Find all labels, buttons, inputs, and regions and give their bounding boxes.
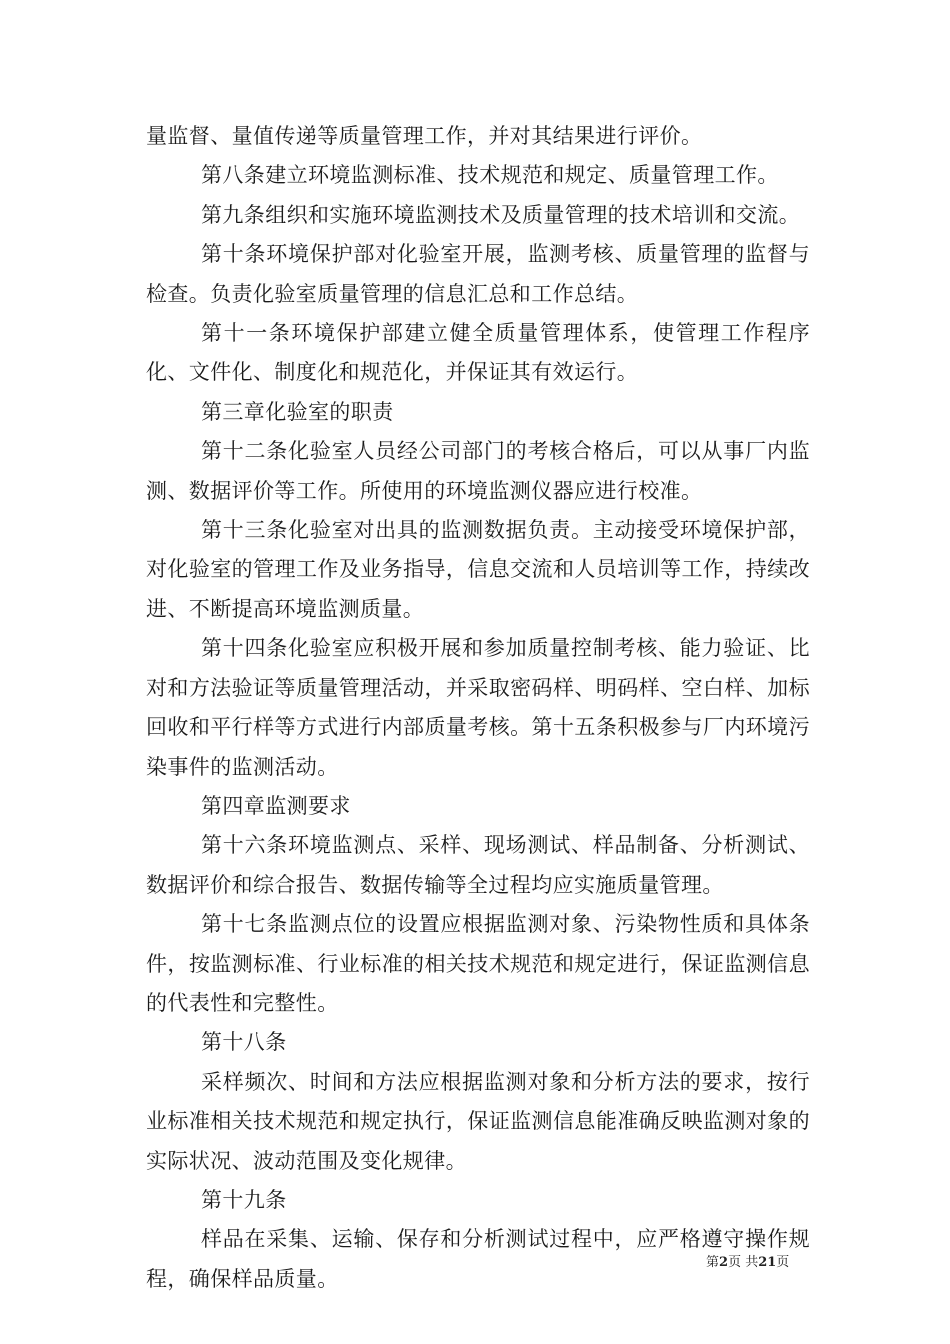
- paragraph: 量监督、量值传递等质量管理工作，并对其结果进行评价。: [146, 124, 703, 148]
- article-heading: 第十九条: [201, 1187, 287, 1212]
- current-page-number: 2: [719, 1255, 729, 1270]
- paragraph: 第九条组织和实施环境监测技术及质量管理的技术培训和交流。: [201, 202, 801, 227]
- page-footer: [706, 1251, 789, 1270]
- total-pages-number: 21: [758, 1255, 777, 1270]
- document-body: [146, 117, 810, 1299]
- chapter-heading: 第三章化验室的职责: [201, 399, 394, 424]
- paragraph: 样品在采集、运输、保存和分析测试过程中，应严格遵守操作规程，确保样品质量。: [146, 1227, 810, 1291]
- paragraph: 第十二条化验室人员经公司部门的考核合格后，可以从事厂内监测、数据评价等工作。所使用的环境监测仪器应进行校准。: [146, 439, 810, 503]
- paragraph: 第十一条环境保护部建立健全质量管理体系，使管理工作程序化、文件化、制度化和规范化，并保证其有效运行。: [146, 321, 810, 385]
- paragraph: 第十七条监测点位的设置应根据监测对象、污染物性质和具体条件，按监测标准、行业标准的相关技术规范和规定进行，保证监测信息的代表性和完整性。: [146, 912, 810, 1015]
- footer-suffix: 页: [776, 1255, 790, 1270]
- paragraph: 采样频次、时间和方法应根据监测对象和分析方法的要求，按行业标准相关技术规范和规定执行，保证监测信息能准确反映监测对象的实际状况、波动范围及变化规律。: [146, 1069, 810, 1173]
- paragraph: 第十四条化验室应积极开展和参加质量控制考核、能力验证、比对和方法验证等质量管理活动，并采取密码样、明码样、空白样、加标回收和平行样等方式进行内部质量考核。第十五条积极参与厂内环境污染事件的监测活动。: [146, 636, 810, 779]
- paragraph: 第八条建立环境监测标准、技术规范和规定、质量管理工作。: [201, 163, 779, 188]
- paragraph: 第十三条化验室对出具的监测数据负责。主动接受环境保护部，对化验室的管理工作及业务指导，信息交流和人员培训等工作，持续改进、不断提高环境监测质量。: [146, 518, 810, 621]
- chapter-heading: 第四章监测要求: [201, 793, 351, 818]
- article-heading: 第十八条: [201, 1030, 287, 1055]
- footer-middle: 页 共: [728, 1255, 759, 1270]
- paragraph: 第十六条环境监测点、采样、现场测试、样品制备、分析测试、数据评价和综合报告、数据传输等全过程均应实施质量管理。: [146, 833, 810, 897]
- paragraph: 第十条环境保护部对化验室开展，监测考核、质量管理的监督与检查。负责化验室质量管理的信息汇总和工作总结。: [146, 242, 810, 306]
- footer-prefix: 第: [706, 1255, 720, 1270]
